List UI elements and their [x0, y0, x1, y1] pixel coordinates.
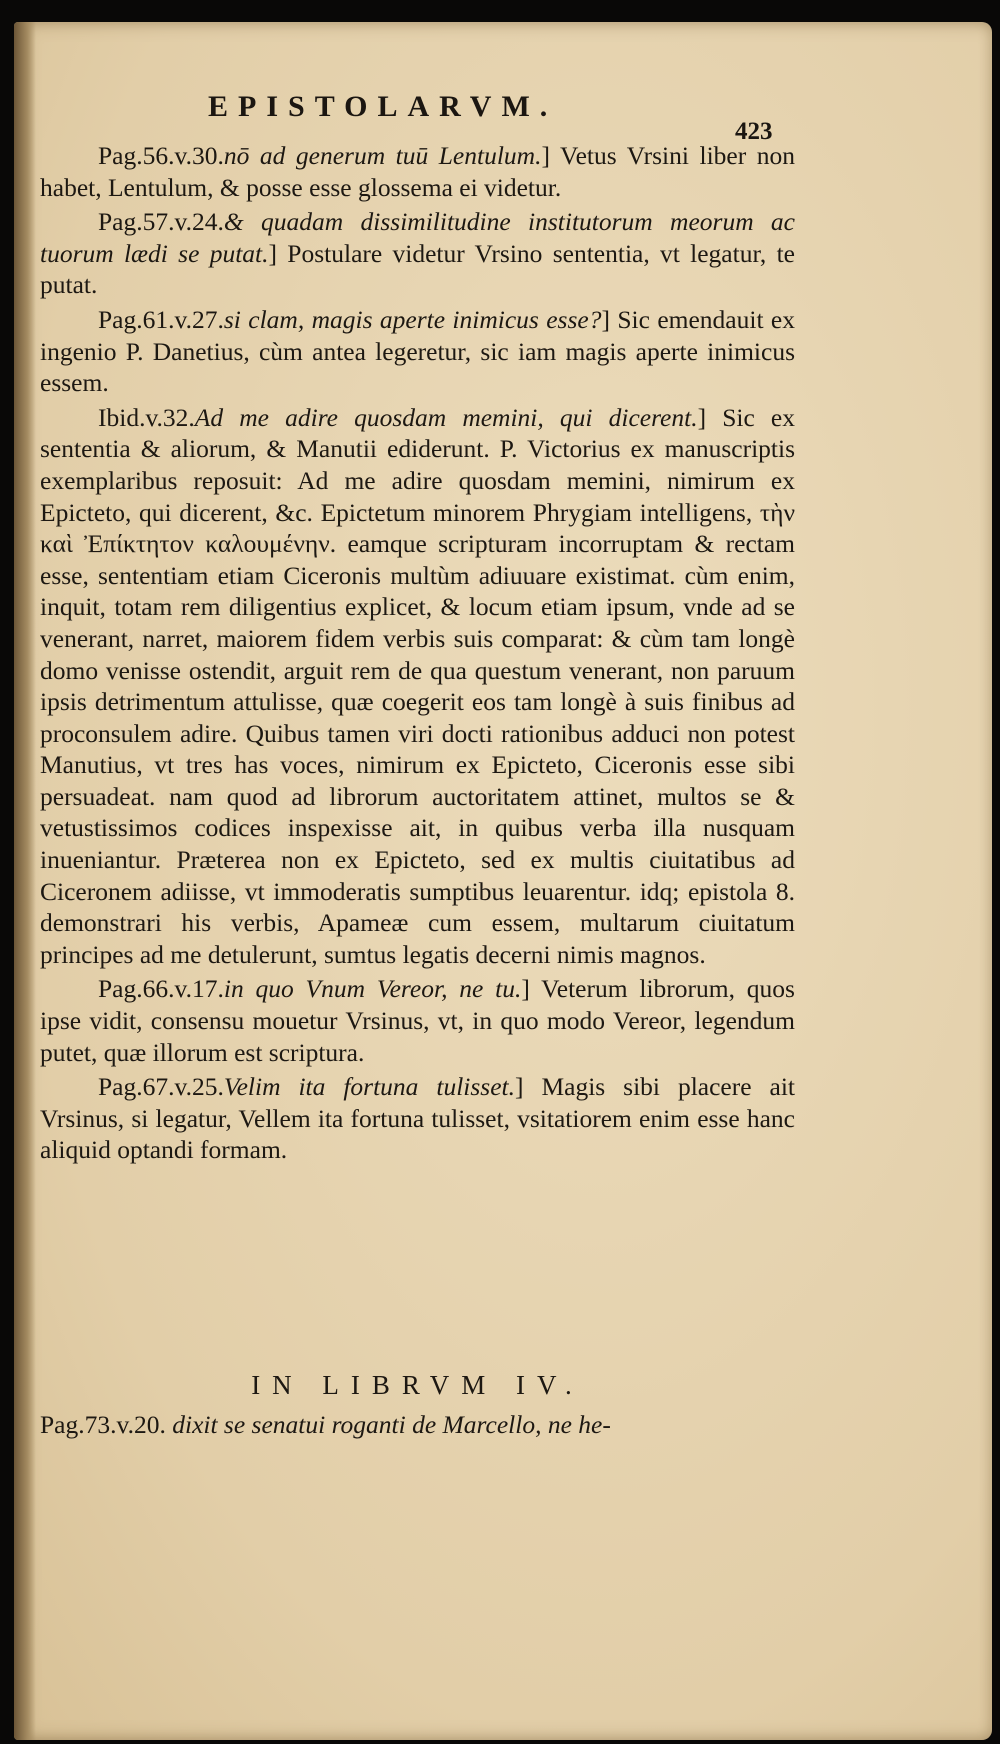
note-text: ] Veterum librorum, quos ipse vidit, consensu mouetur Vrsinus, vt, in quo modo Vereor, legendum putet, quæ illorum est scriptura.: [40, 974, 795, 1067]
note-paragraph: [40, 1071, 795, 1166]
note-lemma: & quadam dissimilitudine institutorum meorum ac tuorum lædi se putat.: [40, 207, 795, 268]
last-note-line: [40, 1410, 795, 1440]
note-lemma: Ad me adire quosdam memini, qui dicerent.: [194, 402, 698, 432]
running-title: EPISTOLARVM.: [208, 90, 558, 123]
note-text: ] Postulare videtur Vrsino sententia, vt legatur, te putat.: [40, 238, 795, 300]
note-ref: Pag.66.v.17.: [98, 974, 224, 1004]
note-paragraph: [40, 402, 795, 971]
note-text: ] Vetus Vrsini liber non habet, Lentulum, & posse esse glossema ei videtur.: [40, 141, 795, 202]
note-ref: Ibid.v.32.: [98, 402, 195, 432]
notes-body: [40, 140, 795, 1166]
note-lemma: si clam, magis aperte inimicus esse?: [223, 304, 602, 334]
note-lemma: dixit se senatui roganti de Marcello, ne he-: [172, 1410, 611, 1439]
note-lemma: Velim ita fortuna tulisset.: [223, 1072, 516, 1102]
note-paragraph: [40, 973, 795, 1068]
note-text: ] Magis sibi placere ait Vrsinus, si legatur, Vellem ita fortuna tulisset, vsitatiorem enim esse hanc aliquid optandi formam.: [40, 1072, 795, 1165]
note-ref: Pag.57.v.24.: [98, 207, 224, 237]
note-paragraph: [40, 206, 795, 301]
note-lemma: in quo Vnum Vereor, ne tu.: [223, 974, 522, 1004]
note-paragraph: [40, 140, 795, 203]
note-ref: Pag.67.v.25.: [98, 1072, 224, 1102]
note-ref: Pag.56.v.30.: [98, 141, 224, 170]
note-paragraph: [40, 304, 795, 399]
section-heading: IN LIBRVM IV.: [251, 1370, 584, 1400]
note-ref: Pag.73.v.20.: [40, 1410, 166, 1439]
page-number: 423: [735, 118, 773, 145]
note-lemma: nō ad generum tuū Lentulum.: [223, 141, 542, 170]
note-text: ] Sic emendauit ex ingenio P. Danetius, cùm antea legeretur, sic iam magis aperte inimicus essem.: [40, 304, 795, 398]
note-ref: Pag.61.v.27.: [98, 304, 224, 334]
page-spine-shadow: [14, 22, 36, 1740]
note-text: ] Sic ex sententia & aliorum, & Manutii ediderunt. P. Victorius ex manuscriptis exemplaribus reposuit: Ad me adire quosdam memini, nimirum ex Epicteto, qui dicerent, &c. Epictetum minorem Phrygiam intelligens, τὴν καὶ Ἐπίκτητον καλουμένην. eamque scripturam incorruptam & rectam esse, sententiam etiam Ciceronis multùm adiuuare existimat. cùm enim, inquit, totam rem diligentius explicet, & locum etiam ipsum, vnde ad se venerant, narret, maiorem fidem verbis suis comparat: & cùm tam longè domo venisse ostendit, arguit rem de qua questum venerant, non paruum ipsis detrimentum attulisse, quæ coegerit eos tam longè à suis finibus ad proconsulem adire. Quibus tamen viri docti rationibus adduci non potest Manutius, vt tres has voces, nimirum ex Epicteto, Ciceronis esse sibi persuadeat. nam quod ad librorum auctoritatem attinet, multos se & vetustissimos codices inspexisse ait, in quibus verba illa nusquam inueniantur. Præterea non ex Epicteto, sed ex multis ciuitatibus ad Ciceronem adiisse, vt immoderatis sumptibus leuarentur. idq; epistola 8. demonstrari his verbis, Apameæ cum essem, multarum ciuitatum principes ad me detulerunt, sumtus legatis decerni nimis magnos.: [40, 402, 795, 969]
